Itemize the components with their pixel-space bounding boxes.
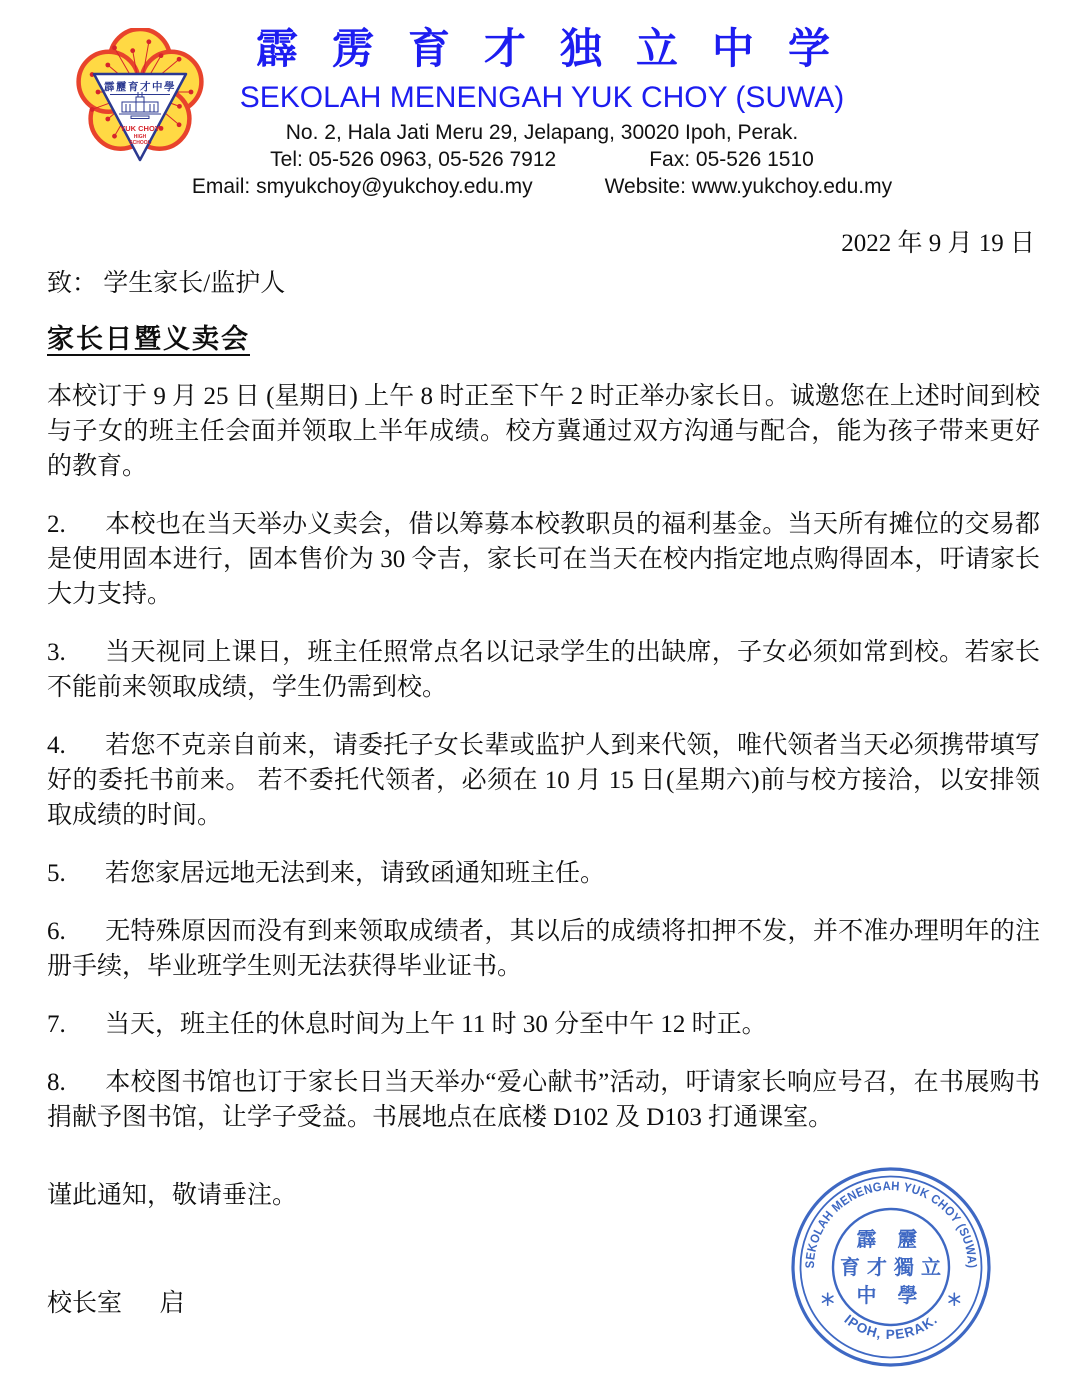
paragraph-2 [47, 507, 1040, 612]
logo-school-name-en2: HIGH [133, 134, 147, 140]
subject-title [47, 322, 1037, 356]
paragraph-8 [47, 1065, 1040, 1135]
paragraph-text: 本校也在当天举办义卖会，借以筹募本校教职员的福利基金。当天所有摊位的交易都是使用固本进行，固本售价为 30 令吉，家长可在当天在校内指定地点购得固本，吁请家长大力支持。 [47, 511, 1040, 608]
paragraph-4 [47, 728, 1040, 833]
paragraph-number: 6. [47, 918, 66, 945]
paragraph-number: 4. [47, 732, 66, 759]
paragraph-text: 若您家居远地无法到来，请致函通知班主任。 [105, 860, 606, 887]
school-logo [74, 28, 206, 176]
stamp-bottom-text: IPOH, PERAK. [841, 1311, 941, 1342]
paragraph-number: 5. [47, 860, 66, 887]
paragraph-5 [47, 856, 1040, 891]
stamp-star-right-icon [949, 1293, 959, 1305]
fax-number: Fax: 05-526 1510 [649, 148, 814, 171]
subject-text: 家长日暨义卖会 [47, 324, 250, 354]
website-url: Website: www.yukchoy.edu.my [604, 175, 893, 198]
paragraph-number: 7. [47, 1011, 66, 1038]
school-address: No. 2, Hala Jati Meru 29, Jelapang, 30020 Ipoh, Perak. [285, 121, 799, 144]
paragraph-6 [47, 914, 1040, 984]
school-name-english: SEKOLAH MENENGAH YUK CHOY (SUWA) [239, 81, 845, 114]
stamp-seal-icon [788, 1164, 994, 1370]
paragraph-number: 3. [47, 639, 66, 666]
paragraph-number: 8. [47, 1069, 66, 1096]
stamp-top-text: SEKOLAH MENENGAH YUK CHOY (SUWA) [802, 1178, 980, 1269]
paragraph-text: 若您不克亲自前来，请委托子女长辈或监护人到来代领，唯代领者当天必须携带填写好的委托书前来。 若不委托代领者，必须在 10 月 15 日(星期六)前与校方接洽，以安排领取成绩的时间。 [47, 732, 1040, 829]
email-website-row [0, 173, 1084, 200]
tel-number: Tel: 05-526 0963, 05-526 7912 [270, 148, 557, 171]
paragraph-text: 本校订于 9 月 25 日 (星期日) 上午 8 时正至下午 2 时正举办家长日。诚邀您在上述时间到校与子女的班主任会面并领取上半年成绩。校方冀通过双方沟通与配合，能为孩子带来更好的教育。 [47, 383, 1040, 480]
paragraph-text: 当天视同上课日，班主任照常点名以记录学生的出缺席，子女必须如常到校。若家长不能前来领取成绩，学生仍需到校。 [47, 639, 1040, 701]
stamp-center-row2: 育 才 獨 立 [840, 1257, 942, 1279]
paragraph-text: 本校图书馆也订于家长日当天举办“爱心献书”活动，吁请家长响应号召，在书展购书捐献予图书馆，让学子受益。书展地点在底楼 D102 及 D103 打通课室。 [47, 1069, 1040, 1131]
signature: 校长室 启 [47, 1290, 185, 1317]
paragraph-text: 当天，班主任的休息时间为上午 11 时 30 分至中午 12 时正。 [105, 1011, 767, 1038]
official-stamp [788, 1164, 994, 1370]
letter-date: 2022 年 9 月 19 日 [841, 230, 1035, 257]
letterhead [0, 0, 1084, 200]
recipient: 致： 学生家长/监护人 [47, 270, 286, 297]
paragraph-3 [47, 635, 1040, 705]
stamp-star-left-icon [823, 1293, 833, 1305]
svg-text:IPOH, PERAK. [841, 1312, 940, 1342]
stamp-center-row1: 霹 靂 [856, 1229, 926, 1251]
logo-school-name-en3: SCHOOL [129, 140, 151, 146]
stamp-center-row3: 中 學 [856, 1285, 926, 1307]
logo-school-name-en: YUK CHOY [120, 124, 160, 133]
school-name-chinese: 霹雳育才独立中学 [255, 27, 864, 73]
letter-body [47, 379, 1040, 1135]
closing-remark: 谨此通知，敬请垂注。 [47, 1182, 298, 1209]
paragraph-text: 无特殊原因而没有到来领取成绩者，其以后的成绩将扣押不发，并不准办理明年的注册手续，毕业班学生则无法获得毕业证书。 [47, 918, 1040, 980]
logo-school-name-cn: 霹靂育才中學 [104, 82, 176, 93]
school-crest-icon [74, 28, 206, 176]
email-address: Email: smyukchoy@yukchoy.edu.my [191, 175, 533, 198]
paragraph-1 [47, 379, 1040, 484]
paragraph-number: 2. [47, 511, 66, 538]
paragraph-7 [47, 1007, 1040, 1042]
